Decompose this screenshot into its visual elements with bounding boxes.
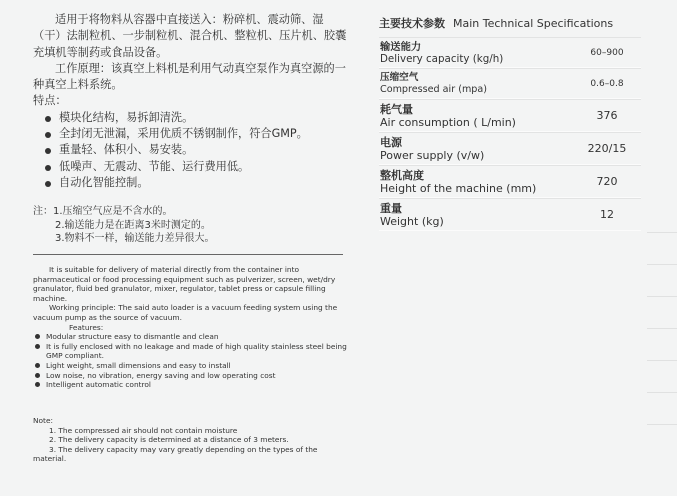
edge-line (647, 392, 677, 393)
spec-label-zh: 重量 (380, 201, 402, 215)
spec-label-zh: 输送能力 (380, 40, 422, 53)
spec-row-machine-height (379, 165, 641, 198)
spec-label-zh: 耗气量 (380, 102, 413, 116)
cn-notes (33, 205, 351, 246)
spec-value: 60–900 (590, 47, 624, 58)
en-principle: Working principle: The said auto loader is a vacuum feeding system using the vacuum pump as the source of vacuum. (33, 303, 338, 322)
section-divider (33, 254, 343, 255)
spec-row-compressed-air (379, 68, 641, 99)
en-feature-item: Low noise, no vibration, energy saving and low operating cost (33, 371, 351, 381)
en-feature-item: Modular structure easy to dismantle and clean (33, 332, 351, 342)
spec-label-en: Height of the machine (mm) (380, 181, 537, 195)
spec-row-air-consumption (379, 99, 641, 132)
spec-label-en: Power supply (v/w) (380, 148, 485, 162)
en-note-title: Note: (33, 416, 53, 425)
spec-title (379, 15, 613, 31)
spec-label-en: Delivery capacity (kg/h) (380, 52, 504, 65)
en-note-2: 2. The delivery capacity is determined at a distance of 3 meters. (49, 435, 289, 445)
spec-label (379, 136, 573, 162)
spec-label (379, 169, 573, 195)
spec-value: 376 (596, 109, 618, 122)
en-note-3: 3. The delivery capacity may vary greatly depending on the types of the material. (33, 444, 318, 464)
spec-label-zh: 压缩空气 (380, 71, 419, 83)
spec-title-zh: 主要技术参数 (379, 17, 445, 30)
spec-label-en: Air consumption ( L/min) (380, 115, 516, 129)
spec-label (379, 41, 573, 65)
cn-features-list (33, 110, 351, 191)
en-feature-item: Intelligent automatic control (33, 380, 351, 390)
spec-value: 220/15 (587, 142, 627, 155)
spec-label (379, 103, 573, 129)
cn-feature-item: 重量轻、体积小、易安装。 (45, 142, 351, 158)
en-notes (33, 416, 351, 464)
en-feature-item: It is fully enclosed with no leakage and made of high quality stainless steel being GMP compliant. (33, 342, 351, 361)
spec-label-en: Weight (kg) (380, 214, 444, 228)
cn-note-1: 注：1.压缩空气应是不含水的。 (33, 206, 173, 217)
cn-feature-item: 低噪声、无震动、节能、运行费用低。 (45, 159, 351, 175)
cn-feature-item: 模块化结构，易拆卸清洗。 (45, 110, 351, 126)
spec-row-delivery-capacity (379, 37, 641, 68)
spec-row-weight (379, 198, 641, 231)
spec-row-power-supply (379, 132, 641, 165)
edge-line (647, 328, 677, 329)
cn-feature-item: 自动化智能控制。 (45, 175, 351, 191)
en-feature-item: Light weight, small dimensions and easy to install (33, 361, 351, 371)
edge-line (647, 360, 677, 361)
spec-label-zh: 整机高度 (380, 168, 424, 182)
edge-line (647, 296, 677, 297)
edge-line (647, 264, 677, 265)
spec-value: 720 (596, 175, 618, 188)
spec-label-zh: 电源 (380, 135, 402, 149)
spec-value: 12 (600, 208, 614, 221)
edge-line (647, 232, 677, 233)
spec-title-en: Main Technical Specifications (453, 17, 614, 30)
spec-table (379, 37, 641, 231)
cn-features-title: 特点： (33, 94, 67, 108)
en-features-list (33, 332, 351, 390)
en-note-1: 1. The compressed air should not contain moisture (49, 425, 238, 435)
spec-label (379, 72, 573, 96)
cn-feature-item: 全封闭无泄漏，采用优质不锈钢制作，符合GMP。 (45, 126, 351, 142)
cn-principle: 工作原理：该真空上料机是利用气动真空泵作为真空源的一种真空上料系统。 (33, 61, 346, 92)
spec-value: 0.6–0.8 (590, 78, 624, 89)
chinese-description (33, 12, 351, 191)
spec-label-en: Compressed air (mpa) (380, 83, 488, 95)
cn-note-2: 2.输送能力是在距离3米时测定的。 (55, 219, 211, 231)
cn-note-3: 3.物料不一样，输送能力差异很大。 (55, 233, 215, 244)
spec-label (379, 202, 573, 228)
edge-line (647, 424, 677, 425)
english-description (33, 265, 351, 390)
en-features-title: Features: (69, 322, 104, 332)
en-intro: It is suitable for delivery of material directly from the container into pharmaceutical or food processing equipment such as pulverizer, screen, wet/dry granulator, fluid bed granulator, mixer, regulator, tablet press or capsule filling machine. (33, 265, 336, 303)
cn-intro: 适用于将物料从容器中直接送入：粉碎机、震动筛、湿（干）法制粒机、一步制粒机、混合机、整粒机、压片机、胶囊充填机等制药或食品设备。 (33, 13, 347, 59)
